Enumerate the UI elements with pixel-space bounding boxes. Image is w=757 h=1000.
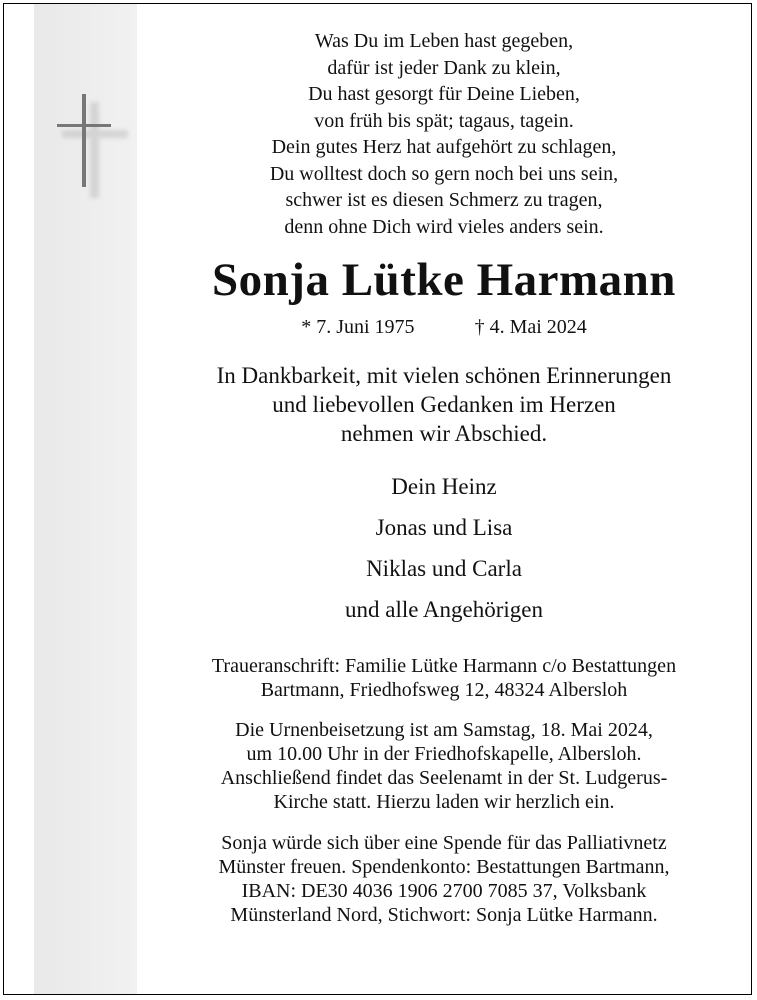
deceased-name: Sonja Lütke Harmann bbox=[212, 254, 676, 306]
poem-line: Du hast gesorgt für Deine Lieben, bbox=[308, 83, 580, 105]
ceremony-info bbox=[137, 718, 751, 814]
donation-line: Münsterland Nord, Stichwort: Sonja Lütke Harmann. bbox=[230, 904, 658, 926]
gratitude-text bbox=[137, 361, 751, 448]
gratitude-line: und liebevollen Gedanken im Herzen bbox=[272, 392, 616, 417]
life-dates bbox=[137, 314, 751, 340]
gratitude-line: nehmen wir Abschied. bbox=[340, 421, 548, 446]
ceremony-line: Die Urnenbeisetzung ist am Samstag, 18. Mai 2024, bbox=[235, 719, 653, 741]
donation-line: Sonja würde sich über eine Spende für das Palliativnetz bbox=[221, 832, 667, 854]
poem-line: Was Du im Leben hast gegeben, bbox=[314, 30, 574, 52]
donation-line: IBAN: DE30 4036 1906 2700 7085 37, Volksbank bbox=[241, 880, 647, 902]
donation-info bbox=[137, 831, 751, 927]
poem-line: Dein gutes Herz hat aufgehört zu schlagen, bbox=[271, 136, 617, 158]
cross-icon bbox=[52, 92, 132, 202]
mourner: Jonas und Lisa bbox=[375, 515, 513, 540]
mourning-address bbox=[137, 654, 751, 702]
death-date: † 4. Mai 2024 bbox=[474, 316, 587, 338]
mourners-list bbox=[137, 466, 751, 630]
poem-line: Du wolltest doch so gern noch bei uns sein, bbox=[269, 162, 619, 185]
obituary-notice bbox=[3, 3, 752, 995]
poem-line: von früh bis spät; tagaus, tagein. bbox=[314, 109, 574, 132]
ceremony-line: Anschließend findet das Seelenamt in der St. Ludgerus- bbox=[220, 767, 668, 789]
poem-line: schwer ist es diesen Schmerz zu tragen, bbox=[285, 189, 603, 211]
mourner: Dein Heinz bbox=[391, 474, 497, 499]
poem bbox=[137, 28, 751, 240]
address-line: Traueranschrift: Familie Lütke Harmann c/o Bestattungen bbox=[211, 655, 677, 677]
notice-content bbox=[137, 4, 751, 994]
ceremony-line: um 10.00 Uhr in der Friedhofskapelle, Albersloh. bbox=[246, 743, 642, 765]
mourner: Niklas und Carla bbox=[366, 556, 522, 581]
address-line: Bartmann, Friedhofsweg 12, 48324 Albersloh bbox=[260, 679, 628, 701]
donation-line: Münster freuen. Spendenkonto: Bestattungen Bartmann, bbox=[218, 856, 670, 878]
gratitude-line: In Dankbarkeit, mit vielen schönen Erinnerungen bbox=[216, 363, 672, 388]
poem-line: dafür ist jeder Dank zu klein, bbox=[327, 56, 561, 79]
ceremony-line: Kirche statt. Hierzu laden wir herzlich ein. bbox=[273, 791, 615, 813]
birth-date: * 7. Juni 1975 bbox=[301, 316, 415, 338]
poem-line: denn ohne Dich wird vieles anders sein. bbox=[284, 215, 604, 238]
mourner: und alle Angehörigen bbox=[344, 597, 543, 622]
